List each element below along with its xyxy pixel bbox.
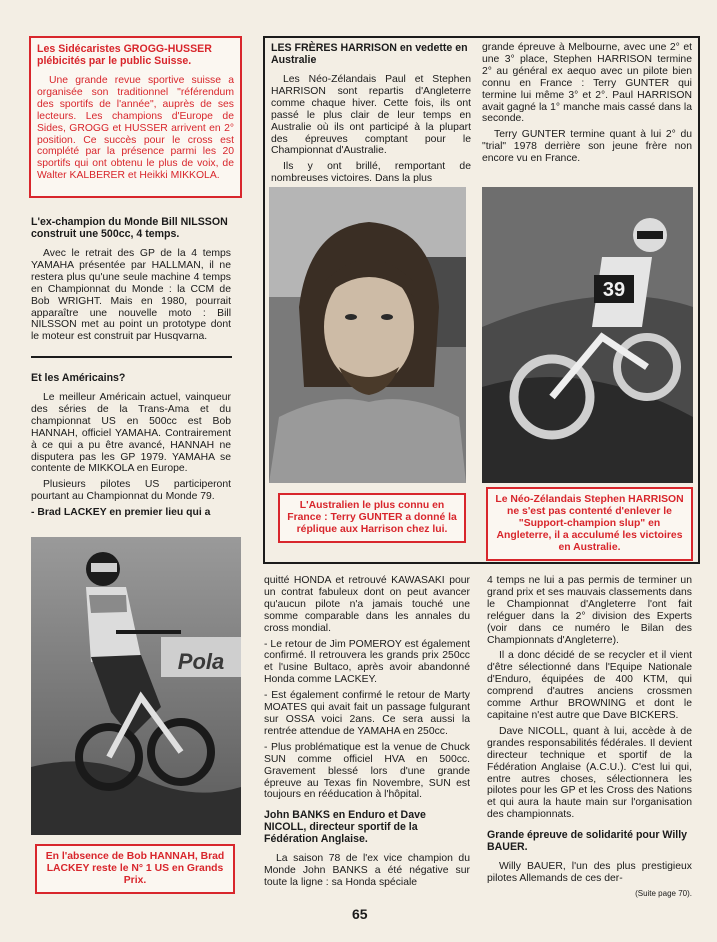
nilsson-headline: L'ex-champion du Monde Bill NILSSON construit une 500cc, 4 temps. [31, 216, 228, 240]
rider-number: 39 [602, 279, 626, 301]
photo-banner-text: Pola [177, 649, 225, 674]
right-paragraph-1: 4 temps ne lui a pas permis de terminer un grand prix et ses mauvais classements dans le Championnat d'Angleterre l'ont fait reléguer dans la 2° division des Experts (voir dans ce numéro le Bilan des Championnats d'Angleterre). [487, 575, 692, 646]
middle-column-text [264, 575, 470, 893]
americans-paragraph-2: Plusieurs pilotes US participeront pourtant au Championnat du Monde 79. [31, 479, 231, 503]
banks-headline: John BANKS en Enduro et Dave NICOLL, directeur sportif de la Fédération Anglaise. [264, 809, 426, 846]
middle-paragraph-1: quitté HONDA et retrouvé KAWASAKI pour un contrat fabuleux dont on peut avancer qu'aucun pilote n'a jamais touché une somme comparable dans les annales du cross mondial. [264, 575, 470, 634]
gunter-caption: L'Australien le plus connu en France : Terry GUNTER a donné la réplique aux Harrison chez lui. [278, 493, 466, 543]
harrison-riding-photo [482, 187, 693, 483]
nilsson-article [31, 216, 231, 347]
americans-headline: Et les Américains? [31, 372, 126, 384]
harrison-headline: LES FRÈRES HARRISON en vedette en Australie [271, 42, 468, 66]
continued-note: (Suite page 70). [635, 888, 692, 898]
americans-paragraph-3: - Brad LACKEY en premier lieu qui a [31, 507, 211, 519]
nilsson-paragraph: Avec le retrait des GP de la 4 temps YAMAHA présentée par HALLMAN, il ne restera plus qu'une seule machine 4 temps en Championnat du Monde : la CCM de Bob WRIGHT. Mais en 1980, pourrait apparaître une nouvelle moto : Bill NILSSON met au point un prototype dont le moteur est construit par Husqvarna. [31, 248, 231, 343]
portrait-image [269, 187, 466, 483]
sidecar-news-box [29, 36, 242, 198]
lackey-photo [31, 537, 241, 835]
americans-article [31, 372, 231, 523]
middle-paragraph-2: - Le retour de Jim POMEROY est également confirmé. Il retrouvera les grands prix 250cc et l'usine Bultaco, après avoir abandonné Honda comme LACKEY. [264, 638, 470, 686]
motocross-action-image [482, 187, 693, 483]
middle-paragraph-5: La saison 78 de l'ex vice champion du Monde John BANKS a été négative sur toute la ligne : sa Honda spéciale [264, 853, 470, 889]
bauer-headline: Grande épreuve de solidarité pour Willy BAUER. [487, 829, 688, 854]
harrison-caption: Le Néo-Zélandais Stephen HARRISON ne s'est pas contenté d'enlever le "Support-champion slup" en Angleterre, il a acculumé les victoires en Australie. [486, 487, 693, 561]
motocross-rider-image [31, 537, 241, 835]
gunter-portrait-photo [269, 187, 466, 483]
harrison-paragraph-4: Terry GUNTER termine quant à lui 2° du "trial" 1978 derrière son jeune frère non encore vu en France. [482, 129, 692, 165]
sidecar-paragraph: Une grande revue sportive suisse a organisée son traditionnel "référendum des sportifs de l'année", auprès de ses lecteurs. Les champions d'Europe de Sides, GROGG et HUSSER arrivent en 2° position. Ce succès pour le cross est complété par la présence parmi les 20 sportifs qui ont obtenu le plus de voix, de Walter KALBERER et Heikki MIKKOLA. [37, 75, 234, 182]
right-paragraph-2: Il a donc décidé de se recycler et il vient d'être sélectionné dans l'Equipe Nationale d'Enduro, équipées de 400 KTM, qui comprend d'autres anciens crossmen comme Arthur BROWNING et dont le capitaine n'est autre que Dave BICKERS. [487, 650, 692, 721]
harrison-article-right [482, 42, 692, 169]
middle-paragraph-4: - Plus problématique est la venue de Chuck SUN comme officiel HVA en 500cc. Gravement blessé lors d'une grande épreuve au Texas fin Novembre, SUN est toujours en rééducation à l'hôpital. [264, 741, 470, 801]
lackey-caption: En l'absence de Bob HANNAH, Brad LACKEY reste le N° 1 US en Grands Prix. [35, 844, 235, 894]
right-paragraph-4: Willy BAUER, l'un des plus prestigieux pilotes Allemands de ces der- [487, 861, 692, 885]
harrison-paragraph-1: Les Néo-Zélandais Paul et Stephen HARRISON sont repartis d'Angleterre comme chaque hiver. Cette fois, ils ont passé le plus clair de leur temps en Australie où ils ont participé à la plupart des épreuves comptant pour le Championnat d'Australie. [271, 74, 471, 157]
harrison-paragraph-3: grande épreuve à Melbourne, avec une 2° et une 3° place, Stephen HARRISON termine 2° au général ex aequo avec un pilote bien connu en France : Terry GUNTER qui termine lui même 3° et 2°. Paul HARRISON avait gagné la 1° manche mais cassé dans la seconde. [482, 42, 692, 125]
americans-paragraph-1: Le meilleur Américain actuel, vainqueur des séries de la Trans-Ama et du championnat US en 500cc est Bob HANNAH, officiel YAMAHA. Contrairement à ce qui a pu être avancé, HANNAH ne disputera pas les GP 1979. YAMAHA se contente de MIKKOLA en Europe. [31, 392, 231, 475]
right-column-text [487, 575, 692, 898]
column-divider [31, 356, 232, 358]
middle-paragraph-3: - Est également confirmé le retour de Marty MOATES qui avait fait un passage fulgurant sur OSSA voici 2ans. Ce sera aussi la rentrée attendue de YAMAHA en 250cc. [264, 690, 470, 737]
harrison-paragraph-2: Ils y ont brillé, remportant de nombreuses victoires. Dans la plus [271, 161, 471, 185]
sidecar-body [37, 75, 234, 182]
sidecar-headline: Les Sidécaristes GROGG-HUSSER plébicités par le public Suisse. [37, 43, 212, 67]
page-number: 65 [352, 906, 368, 922]
harrison-article-left [271, 42, 471, 189]
right-paragraph-3: Dave NICOLL, quant à lui, accède à de grandes responsabilités fédérales. Il devient directeur technique et sportif de la Fédération Anglaise (A.C.U.). C'est lui qui, entre autres choses, sélectionnera les pilotes pour les GP et les Cross des Nations et qui aura la haute main sur l'organisation des championnats. [487, 725, 692, 821]
